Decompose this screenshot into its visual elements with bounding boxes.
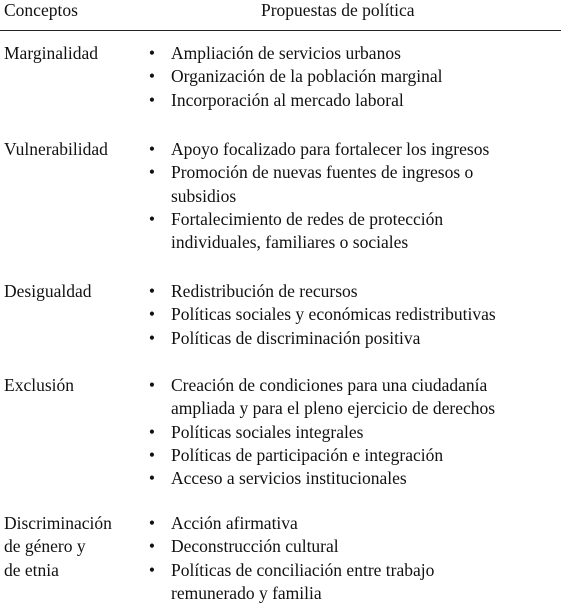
concept-label: Exclusión (4, 375, 74, 395)
policy-list (145, 280, 561, 350)
policy-text: Acceso a servicios institucionales (171, 468, 407, 489)
list-item (145, 374, 561, 421)
list-item (145, 138, 561, 161)
list-item (145, 208, 561, 255)
policy-text: Creación de condiciones para una ciudadanía (171, 375, 488, 395)
list-item (145, 65, 561, 88)
bullet-icon: • (148, 375, 156, 395)
policy-list (145, 138, 561, 254)
policy-text: Acción afirmativa (171, 513, 298, 533)
concept-cell (4, 512, 139, 582)
policy-text: Apoyo focalizado para fortalecer los ingresos (171, 139, 490, 159)
bullet-icon: • (148, 536, 156, 557)
list-item (145, 421, 561, 444)
concept-cell (4, 42, 139, 65)
policy-text: Políticas de conciliación entre trabajo (171, 559, 435, 580)
header-proposals: Propuestas de política (261, 0, 415, 20)
policy-text: Organización de la población marginal (171, 66, 443, 87)
concept-label: Marginalidad (4, 43, 98, 63)
concept-label: Vulnerabilidad (4, 139, 108, 159)
policy-text: ampliada y para el pleno ejercicio de derechos (171, 398, 496, 419)
policy-text: Deconstrucción cultural (171, 536, 339, 557)
policy-text: Fortalecimiento de redes de protección (171, 208, 444, 229)
policy-text: remunerado y familia (171, 582, 322, 603)
concept-cell (4, 280, 139, 303)
bullet-icon: • (148, 66, 156, 87)
policy-text: Políticas sociales integrales (171, 421, 364, 442)
policy-text: Redistribución de recursos (171, 281, 358, 301)
concept-cell (4, 138, 139, 161)
policy-text: Políticas sociales y económicas redistributivas (171, 304, 496, 325)
concept-label: Discriminación (4, 513, 112, 533)
bullet-icon: • (148, 139, 156, 159)
bullet-icon: • (148, 513, 156, 533)
concept-label: de género y (4, 536, 86, 557)
policy-text: subsidios (171, 185, 237, 206)
list-item (145, 161, 561, 208)
list-item (145, 512, 561, 535)
bullet-icon: • (148, 162, 156, 183)
concept-label: de etnia (4, 559, 59, 580)
policy-text: Incorporación al mercado laboral (171, 89, 404, 110)
policy-list (145, 42, 561, 112)
bullet-icon: • (148, 43, 156, 63)
header-concepts: Conceptos (4, 0, 78, 20)
bullet-icon: • (148, 421, 156, 442)
policy-text: Ampliación de servicios urbanos (171, 43, 401, 63)
bullet-icon: • (148, 208, 156, 229)
policy-list (145, 512, 561, 605)
list-item (145, 89, 561, 112)
list-item (145, 280, 561, 303)
bullet-icon: • (148, 444, 156, 465)
table-header (0, 0, 561, 29)
concept-label: Desigualdad (4, 281, 92, 301)
list-item (145, 467, 561, 490)
bullet-icon: • (148, 559, 156, 580)
list-item (145, 444, 561, 467)
policy-text: Promoción de nuevas fuentes de ingresos o (171, 162, 474, 183)
list-item (145, 303, 561, 326)
bullet-icon: • (148, 327, 156, 348)
list-item (145, 535, 561, 558)
policy-text: Políticas de participación e integración (171, 444, 444, 465)
concept-cell (4, 374, 139, 397)
list-item (145, 42, 561, 65)
policy-text: individuales, familiares o sociales (171, 232, 409, 253)
bullet-icon: • (148, 304, 156, 325)
header-rule (0, 30, 561, 31)
list-item (145, 327, 561, 350)
bullet-icon: • (148, 89, 156, 110)
bullet-icon: • (148, 468, 156, 489)
policy-text: Políticas de discriminación positiva (171, 327, 421, 348)
bullet-icon: • (148, 281, 156, 301)
list-item (145, 559, 561, 605)
policy-list (145, 374, 561, 490)
